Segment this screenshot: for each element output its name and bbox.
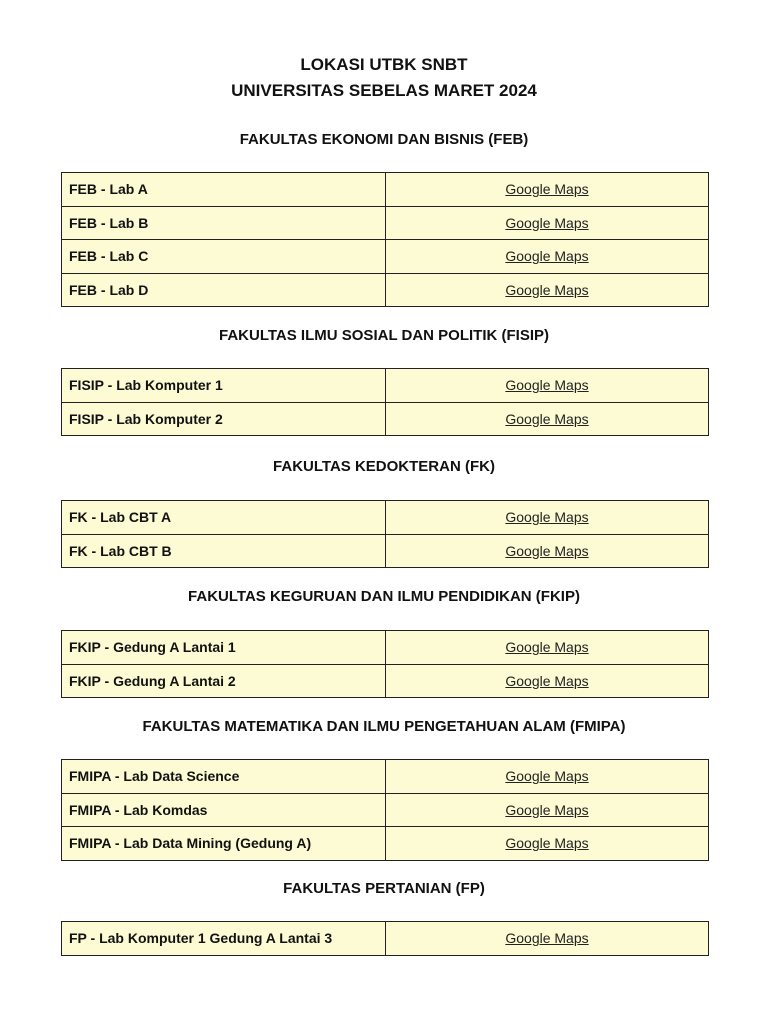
table-row	[62, 827, 709, 861]
google-maps-link[interactable]: Google Maps	[505, 768, 589, 785]
table-row	[62, 206, 709, 240]
location-name: FEB - Lab D	[62, 273, 386, 307]
page-header	[0, 52, 768, 104]
google-maps-link[interactable]: Google Maps	[505, 509, 589, 526]
location-link-cell	[386, 240, 709, 274]
location-link-cell	[386, 760, 709, 794]
google-maps-link[interactable]: Google Maps	[505, 801, 589, 818]
google-maps-link[interactable]: Google Maps	[505, 377, 589, 394]
location-link-cell	[386, 501, 709, 535]
location-table-fk	[61, 500, 709, 568]
section-title-feb: FAKULTAS EKONOMI DAN BISNIS (FEB)	[239, 131, 529, 148]
location-link-cell	[386, 402, 709, 436]
table-row	[62, 501, 709, 535]
google-maps-link[interactable]: Google Maps	[505, 542, 589, 559]
table-row	[62, 173, 709, 207]
google-maps-link[interactable]: Google Maps	[505, 248, 589, 265]
table-row	[62, 240, 709, 274]
location-link-cell	[386, 664, 709, 698]
location-name: FISIP - Lab Komputer 1	[62, 369, 386, 403]
location-table-fmipa	[61, 759, 709, 861]
location-table-fkip	[61, 630, 709, 698]
table-row	[62, 793, 709, 827]
google-maps-link[interactable]: Google Maps	[505, 410, 589, 427]
location-name: FP - Lab Komputer 1 Gedung A Lantai 3	[62, 922, 386, 956]
google-maps-link[interactable]: Google Maps	[505, 281, 589, 298]
location-table-fp	[61, 921, 709, 956]
location-name: FEB - Lab B	[62, 206, 386, 240]
location-link-cell	[386, 631, 709, 665]
location-table-feb	[61, 172, 709, 307]
location-link-cell	[386, 827, 709, 861]
location-link-cell	[386, 793, 709, 827]
table-row	[62, 534, 709, 568]
section-title-fisip: FAKULTAS ILMU SOSIAL DAN POLITIK (FISIP)	[219, 327, 549, 344]
location-link-cell	[386, 369, 709, 403]
location-link-cell	[386, 173, 709, 207]
google-maps-link[interactable]: Google Maps	[505, 672, 589, 689]
section-title-fk: FAKULTAS KEDOKTERAN (FK)	[273, 458, 495, 475]
google-maps-link[interactable]: Google Maps	[505, 214, 589, 231]
google-maps-link[interactable]: Google Maps	[505, 639, 589, 656]
location-name: FMIPA - Lab Komdas	[62, 793, 386, 827]
table-row	[62, 631, 709, 665]
location-link-cell	[386, 922, 709, 956]
location-name: FMIPA - Lab Data Mining (Gedung A)	[62, 827, 386, 861]
location-name: FEB - Lab A	[62, 173, 386, 207]
page-title: LOKASI UTBK SNBT	[300, 55, 468, 74]
location-link-cell	[386, 273, 709, 307]
google-maps-link[interactable]: Google Maps	[505, 181, 589, 198]
table-row	[62, 369, 709, 403]
location-link-cell	[386, 206, 709, 240]
location-name: FEB - Lab C	[62, 240, 386, 274]
google-maps-link[interactable]: Google Maps	[505, 930, 589, 947]
google-maps-link[interactable]: Google Maps	[505, 835, 589, 852]
location-name: FK - Lab CBT B	[62, 534, 386, 568]
location-name: FKIP - Gedung A Lantai 2	[62, 664, 386, 698]
table-row	[62, 664, 709, 698]
section-title-fp: FAKULTAS PERTANIAN (FP)	[283, 880, 485, 897]
location-name: FK - Lab CBT A	[62, 501, 386, 535]
page-subtitle: UNIVERSITAS SEBELAS MARET 2024	[231, 81, 537, 100]
location-name: FISIP - Lab Komputer 2	[62, 402, 386, 436]
location-name: FMIPA - Lab Data Science	[62, 760, 386, 794]
section-title-fkip: FAKULTAS KEGURUAN DAN ILMU PENDIDIKAN (FKIP)	[188, 588, 580, 605]
location-link-cell	[386, 534, 709, 568]
location-table-fisip	[61, 368, 709, 436]
location-name: FKIP - Gedung A Lantai 1	[62, 631, 386, 665]
table-row	[62, 922, 709, 956]
table-row	[62, 402, 709, 436]
section-title-fmipa: FAKULTAS MATEMATIKA DAN ILMU PENGETAHUAN ALAM (FMIPA)	[142, 718, 626, 735]
table-row	[62, 760, 709, 794]
table-row	[62, 273, 709, 307]
